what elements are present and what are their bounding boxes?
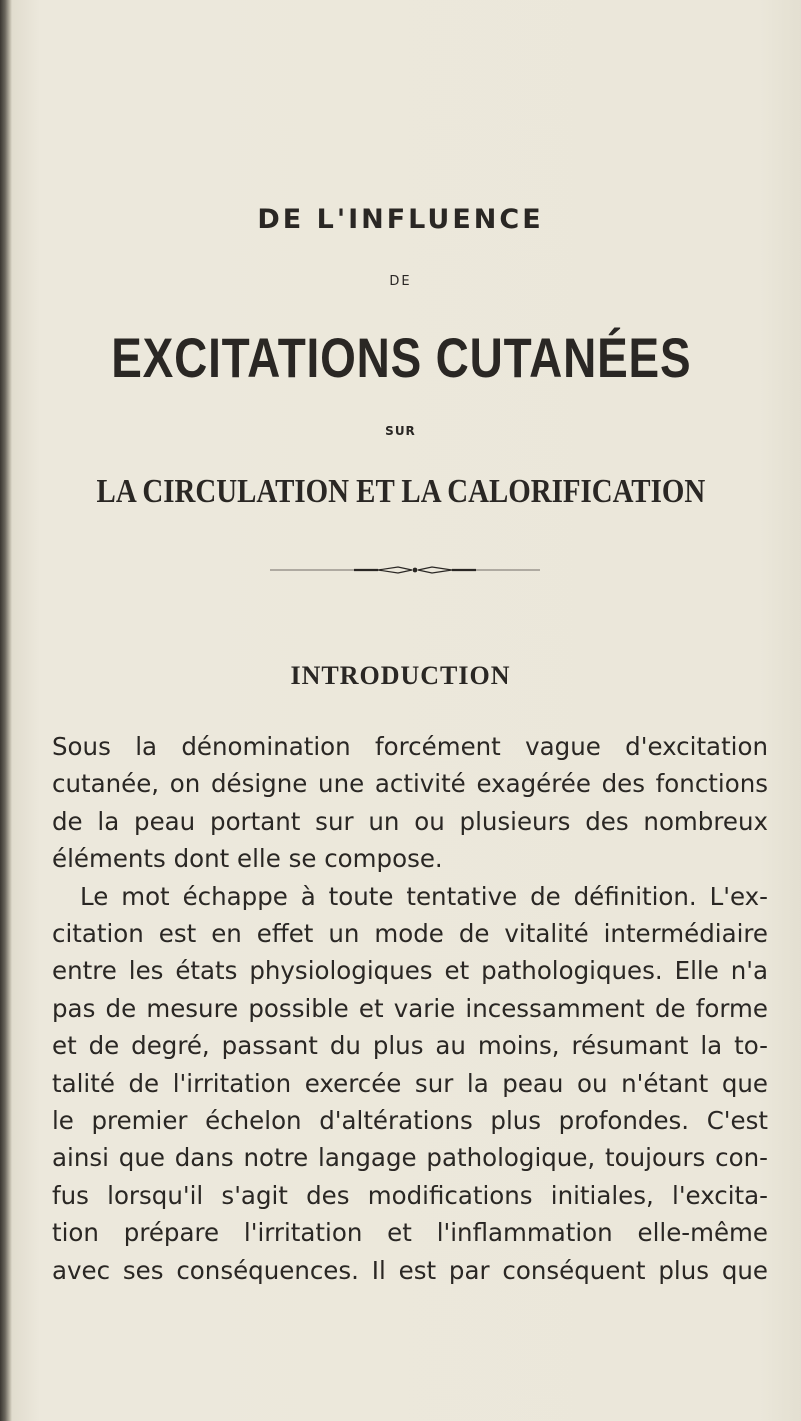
text-line: ainsi que dans notre langage pathologique, toujours con-: [52, 1143, 768, 1173]
text-line: fus lorsqu'il s'agit des modifications initiales, l'excita-: [52, 1180, 768, 1210]
text-line: cutanée, on désigne une activité exagérée des fonctions: [52, 769, 768, 799]
text-line: pas de mesure possible et varie incessamment de forme: [52, 993, 768, 1023]
text-line: entre les états physiologiques et pathologiques. Elle n'a: [52, 956, 768, 986]
text-line: et de degré, passant du plus au moins, résumant la to-: [52, 1031, 768, 1061]
text-line: Sous la dénomination forcément vague d'excitation: [52, 732, 768, 761]
text-line: éléments dont elle se compose.: [52, 844, 443, 874]
text-line: Le mot échappe à toute tentative de définition. L'ex-: [80, 881, 768, 911]
title-connector-de: DE: [389, 274, 412, 289]
text-line: de la peau portant sur un ou plusieurs des nombreux: [52, 806, 768, 836]
paragraph-2: [52, 878, 768, 1289]
decorative-rule-icon: [270, 560, 540, 580]
text-line: avec ses conséquences. Il est par conséquent plus que: [52, 1255, 768, 1285]
text-line: tion prépare l'irritation et l'inflammation elle-même: [52, 1218, 768, 1248]
title-main: EXCITATIONS CUTANÉES: [111, 326, 692, 389]
text-line: talité de l'irritation exercée sur la peau ou n'étant que: [52, 1068, 768, 1098]
section-title-introduction: INTRODUCTION: [290, 661, 511, 690]
text-line: le premier échelon d'altérations plus profondes. C'est: [52, 1106, 768, 1136]
text-line: citation est en effet un mode de vitalité intermédiaire: [52, 919, 768, 949]
title-connector-sur: SUR: [385, 424, 416, 438]
title-top: DE L'INFLUENCE: [257, 204, 544, 235]
paragraph-1: [52, 728, 768, 878]
title-sub: LA CIRCULATION ET LA CALORIFICATION: [96, 473, 706, 510]
body-text: [52, 728, 768, 1289]
